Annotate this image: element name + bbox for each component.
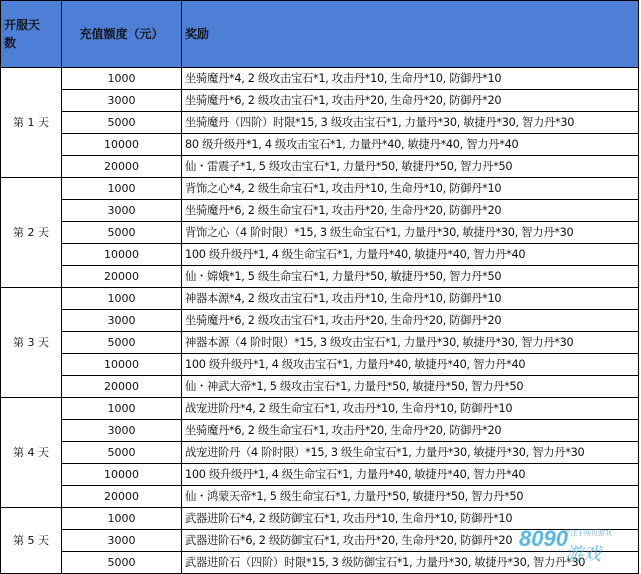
reward-cell: 神器本源*4, 2 级攻击宝石*1, 攻击丹*10, 生命丹*10, 防御丹*10	[182, 288, 639, 310]
header-day-line1: 开服天	[4, 18, 41, 32]
table-row	[1, 134, 639, 156]
table-row	[1, 354, 639, 376]
amount-cell: 10000	[62, 464, 182, 486]
watermark-script: 游戏	[565, 544, 601, 565]
amount-cell: 5000	[62, 332, 182, 354]
table-row	[1, 464, 639, 486]
table-row	[1, 398, 639, 420]
table-body	[1, 68, 639, 574]
reward-cell: 100 级升级丹*1, 4 级生命宝石*1, 力量丹*40, 敏捷丹*40, 智力丹*40	[182, 464, 639, 486]
table-row	[1, 200, 639, 222]
table-row	[1, 156, 639, 178]
table-row	[1, 178, 639, 200]
table-row	[1, 332, 639, 354]
amount-cell: 1000	[62, 68, 182, 90]
amount-cell: 10000	[62, 354, 182, 376]
header-day	[1, 1, 62, 68]
reward-cell: 坐骑魔丹（四阶）时限*15, 3 级攻击宝石*1, 力量丹*30, 敏捷丹*30, 智力丹*30	[182, 112, 639, 134]
reward-cell: 坐骑魔丹*6, 2 级生命宝石*1, 攻击丹*20, 生命丹*20, 防御丹*20	[182, 200, 639, 222]
reward-cell: 仙・嫦娥*1, 5 级生命宝石*1, 力量丹*50, 敏捷丹*50, 智力丹*50	[182, 266, 639, 288]
amount-cell: 5000	[62, 442, 182, 464]
amount-cell: 3000	[62, 310, 182, 332]
reward-cell: 武器进阶石*4, 2 级防御宝石*1, 攻击丹*10, 生命丹*10, 防御丹*10	[182, 508, 639, 530]
reward-cell: 仙・雷震子*1, 5 级攻击宝石*1, 力量丹*50, 敏捷丹*50, 智力丹*50	[182, 156, 639, 178]
header-reward: 奖励	[182, 1, 639, 68]
amount-cell: 5000	[62, 552, 182, 574]
table-row	[1, 112, 639, 134]
table-row	[1, 288, 639, 310]
table-row	[1, 222, 639, 244]
table-row	[1, 508, 639, 530]
table-row	[1, 266, 639, 288]
amount-cell: 20000	[62, 156, 182, 178]
reward-cell: 100 级升级丹*1, 4 级生命宝石*1, 力量丹*40, 敏捷丹*40, 智力丹*40	[182, 244, 639, 266]
reward-cell: 仙・神武大帝*1, 5 级攻击宝石*1, 力量丹*50, 敏捷丹*50, 智力丹*50	[182, 376, 639, 398]
table-row	[1, 376, 639, 398]
reward-cell: 100 级升级丹*1, 4 级攻击宝石*1, 力量丹*40, 敏捷丹*40, 智力丹*40	[182, 354, 639, 376]
reward-cell: 坐骑魔丹*6, 2 级生命宝石*1, 攻击丹*20, 生命丹*20, 防御丹*20	[182, 420, 639, 442]
reward-cell: 武器进阶石（四阶）时限*15, 3 级防御宝石*1, 力量丹*30, 敏捷丹*30, 智力丹*30	[182, 552, 639, 574]
table-row	[1, 442, 639, 464]
header-day-line2: 数	[4, 36, 17, 50]
amount-cell: 3000	[62, 420, 182, 442]
table-row	[1, 90, 639, 112]
watermark-brand: 8090	[519, 526, 568, 551]
table-row	[1, 68, 639, 90]
amount-cell: 20000	[62, 376, 182, 398]
reward-cell: 坐骑魔丹*6, 2 级攻击宝石*1, 攻击丹*20, 生命丹*20, 防御丹*20	[182, 310, 639, 332]
reward-cell: 坐骑魔丹*4, 2 级攻击宝石*1, 攻击丹*10, 生命丹*10, 防御丹*10	[182, 68, 639, 90]
amount-cell: 3000	[62, 90, 182, 112]
day-cell: 第 5 天	[1, 508, 62, 574]
amount-cell: 1000	[62, 288, 182, 310]
amount-cell: 1000	[62, 508, 182, 530]
amount-cell: 3000	[62, 530, 182, 552]
amount-cell: 5000	[62, 112, 182, 134]
amount-cell: 10000	[62, 134, 182, 156]
amount-cell: 5000	[62, 222, 182, 244]
reward-cell: 神器本源（4 阶时限）*15, 3 级攻击宝石*1, 力量丹*30, 敏捷丹*30, 智力丹*30	[182, 332, 639, 354]
reward-cell: 武器进阶石*6, 2 级防御宝石*1, 攻击丹*20, 生命丹*20, 防御丹*20	[182, 530, 639, 552]
amount-cell: 1000	[62, 178, 182, 200]
day-cell: 第 1 天	[1, 68, 62, 178]
amount-cell: 10000	[62, 244, 182, 266]
day-cell: 第 4 天	[1, 398, 62, 508]
reward-cell: 背饰之心*4, 2 级生命宝石*1, 攻击丹*10, 生命丹*10, 防御丹*10	[182, 178, 639, 200]
amount-cell: 20000	[62, 266, 182, 288]
table-row	[1, 310, 639, 332]
reward-cell: 坐骑魔丹*6, 2 级攻击宝石*1, 攻击丹*20, 生命丹*20, 防御丹*20	[182, 90, 639, 112]
table-row	[1, 552, 639, 574]
day-cell: 第 3 天	[1, 288, 62, 398]
table-row	[1, 530, 639, 552]
amount-cell: 20000	[62, 486, 182, 508]
table-row	[1, 486, 639, 508]
amount-cell: 1000	[62, 398, 182, 420]
watermark-subtitle: 专注于网页游戏	[563, 529, 612, 537]
header-amount: 充值额度（元）	[62, 1, 182, 68]
amount-cell: 3000	[62, 200, 182, 222]
reward-cell: 背饰之心（4 阶时限）*15, 3 级生命宝石*1, 力量丹*30, 敏捷丹*30, 智力丹*30	[182, 222, 639, 244]
day-cell: 第 2 天	[1, 178, 62, 288]
reward-cell: 战宠进阶丹*4, 2 级生命宝石*1, 攻击丹*10, 生命丹*10, 防御丹*10	[182, 398, 639, 420]
header-row	[1, 1, 639, 68]
reward-cell: 战宠进阶丹（4 阶时限）*15, 3 级生命宝石*1, 力量丹*30, 敏捷丹*30, 智力丹*30	[182, 442, 639, 464]
table-row	[1, 244, 639, 266]
reward-cell: 80 级升级丹*1, 4 级攻击宝石*1, 力量丹*40, 敏捷丹*40, 智力丹*40	[182, 134, 639, 156]
table-row	[1, 420, 639, 442]
reward-cell: 仙・鸿蒙天帝*1, 5 级生命宝石*1, 力量丹*50, 敏捷丹*50, 智力丹*50	[182, 486, 639, 508]
